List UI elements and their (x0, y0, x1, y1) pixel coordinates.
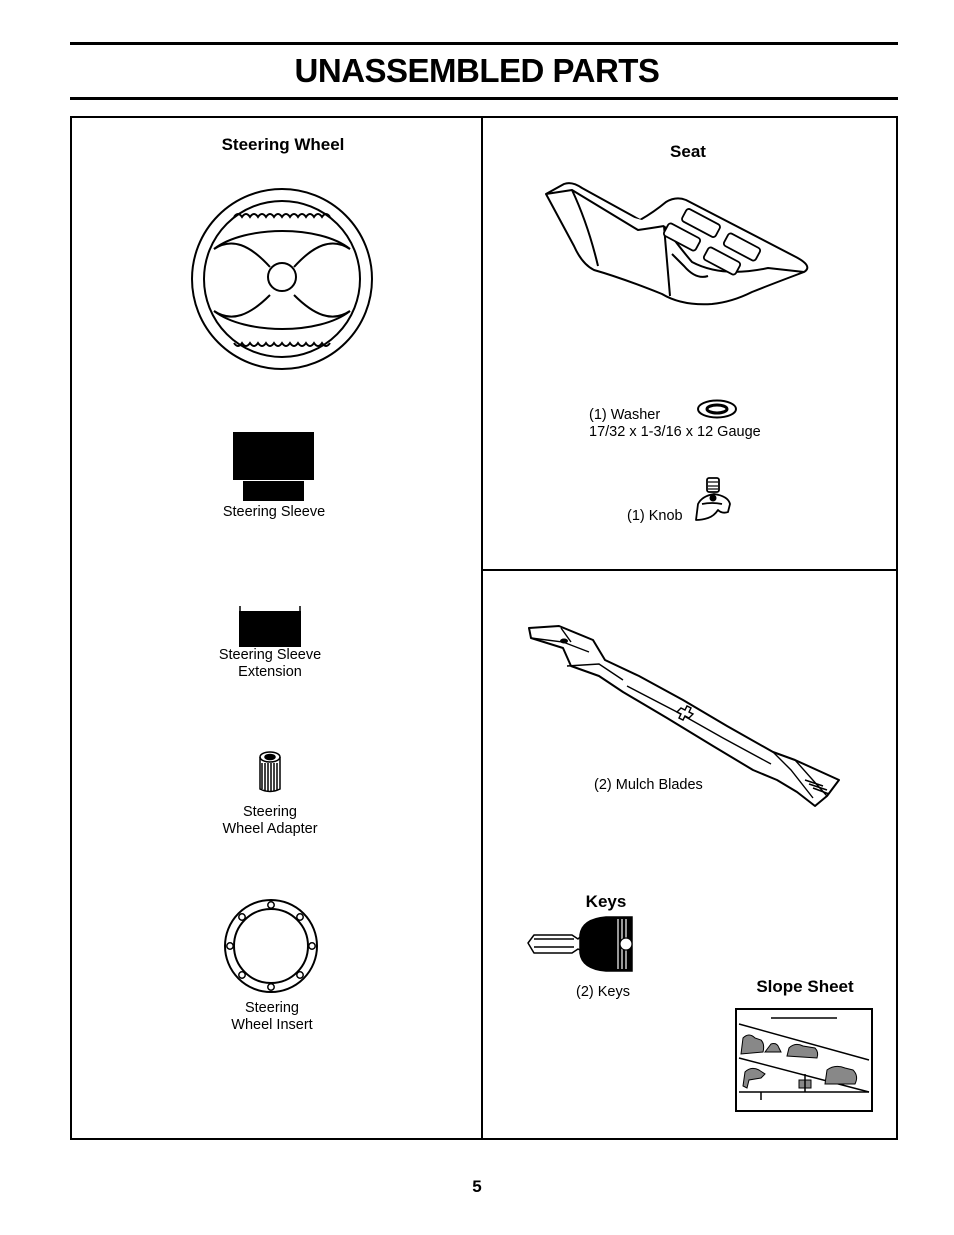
steering-wheel-adapter-line1: Steering (242, 804, 297, 820)
steering-wheel-insert-line1: Steering (244, 1000, 299, 1016)
steering-wheel-insert-illustration (222, 897, 320, 995)
slope-sheet-illustration (735, 1008, 873, 1112)
steering-wheel-heading: Steering Wheel (221, 135, 345, 154)
steering-sleeve-label: Steering Sleeve (222, 504, 326, 520)
seat-illustration (542, 180, 814, 312)
slope-sheet-heading: Slope Sheet (756, 977, 854, 996)
steering-sleeve-extension-line2: Extension (238, 664, 302, 680)
steering-wheel-adapter-illustration (256, 751, 286, 793)
page-title: UNASSEMBLED PARTS (294, 52, 660, 89)
seat-heading: Seat (670, 142, 706, 161)
washer-illustration (696, 399, 738, 419)
keys-label: (2) Keys (576, 984, 630, 1000)
page-number: 5 (472, 1177, 482, 1196)
steering-sleeve-extension-label (170, 647, 370, 681)
steering-wheel-illustration (190, 187, 376, 373)
washer-line2: 17/32 x 1-3/16 x 12 Gauge (589, 424, 761, 440)
steering-wheel-adapter-label (170, 804, 370, 838)
mulch-blades-label: (2) Mulch Blades (594, 777, 703, 793)
key-illustration (526, 913, 638, 975)
washer-line1: (1) Washer (589, 407, 661, 423)
steering-sleeve-extension-illustration (237, 606, 303, 648)
top-rule (70, 42, 898, 45)
steering-wheel-adapter-line2: Wheel Adapter (222, 821, 318, 837)
steering-sleeve-extension-line1: Steering Sleeve (218, 647, 322, 663)
knob-label: (1) Knob (627, 508, 683, 524)
keys-heading: Keys (585, 892, 627, 911)
knob-illustration (692, 476, 734, 526)
steering-wheel-insert-line2: Wheel Insert (231, 1017, 313, 1033)
steering-sleeve-illustration (232, 431, 316, 503)
title-underline-rule (70, 97, 898, 100)
steering-wheel-insert-label (172, 1000, 372, 1034)
